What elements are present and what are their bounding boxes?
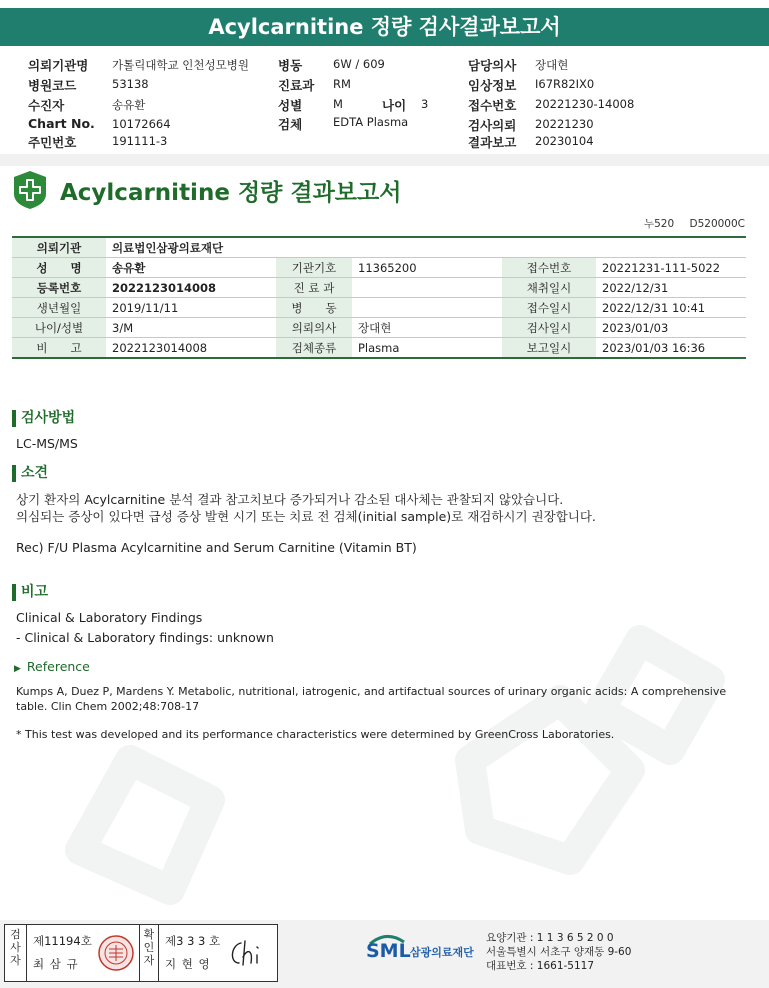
top-title: Acylcarnitine 정량 검사결과보고서 [208,15,561,39]
remark-line-1: Clinical & Laboratory Findings [16,610,203,625]
address-line-2: 서울특별시 서초구 양재동 9-60 [486,946,632,958]
org-value: 의료법인삼광의료재단 [106,237,746,258]
cell-label: 보고일시 [502,338,596,359]
value-chart-no: 10172664 [112,117,171,131]
confirmer-name: 지 현 영 [165,957,211,971]
cell-label: 생년월일 [12,298,106,318]
cell-value: 2022123014008 [106,278,276,298]
header-separator [0,154,769,166]
company-abbr: SML [366,940,411,962]
cell-value [352,278,502,298]
address-line-1: 요양기관 : 1 1 3 6 5 2 0 0 [486,932,614,944]
report-title: Acylcarnitine 정량 결과보고서 [60,180,402,206]
table-row [12,258,746,278]
cell-label: 검체종류 [276,338,352,359]
value-department: RM [333,77,351,91]
finding-line-1: 상기 환자의 Acylcarnitine 분석 결과 참고치보다 증가되거나 감소된 대사체는 관찰되지 않았습니다. [16,492,564,507]
cell-value: 2022/12/31 10:41 [596,298,746,318]
cell-label: 접수번호 [502,258,596,278]
label-hospital-code: 병원코드 [28,78,77,93]
cell-value: Plasma [352,338,502,359]
label-department: 진료과 [278,78,315,93]
label-chart-no: Chart No. [28,116,95,131]
value-report-date: 20230104 [535,134,594,148]
label-reception-no: 접수번호 [468,98,517,113]
finding-section-title: 소견 [12,465,48,482]
value-ward: 6W / 609 [333,57,385,71]
label-doctor: 담당의사 [468,58,517,73]
reference-heading [14,659,90,674]
address-line-3: 대표번호 : 1661-5117 [486,960,595,972]
cell-label: 등록번호 [12,278,106,298]
cell-label: 성 명 [12,258,106,278]
medical-cross-logo-icon [12,170,48,210]
value-age: 3 [421,97,429,111]
cell-label: 진 료 과 [276,278,352,298]
label-institution: 의뢰기관명 [28,58,89,73]
top-title-bar [0,8,769,46]
cell-value: 2023/01/03 16:36 [596,338,746,359]
table-row [12,298,746,318]
value-doctor: 장대현 [535,58,569,72]
org-label: 의뢰기관 [12,237,106,258]
table-row [12,278,746,298]
cell-value: 2019/11/11 [106,298,276,318]
cell-value: 20221231-111-5022 [596,258,746,278]
triangle-right-icon: ▶ [14,664,21,674]
examiner-label: 검사자 [5,925,27,981]
label-ward: 병동 [278,58,303,73]
cell-value: 장대현 [352,318,502,338]
value-hospital-code: 53138 [112,77,149,91]
value-clinical-info: I67R82IX0 [535,77,595,91]
disclaimer-text: * This test was developed and its performance characteristics were determined by GreenCross Laboratories. [16,728,615,741]
handwritten-signature-icon [227,935,271,971]
value-collector: 송유환 [112,98,146,112]
report-code-2: D520000C [689,218,745,230]
cell-value: 2022123014008 [106,338,276,359]
remark-line-2: - Clinical & Laboratory findings: unknown [16,630,274,645]
label-age: 나이 [382,98,407,113]
cell-value: 송유환 [106,258,276,278]
method-section-title: 검사방법 [12,410,75,427]
cell-label: 접수일시 [502,298,596,318]
company-address [486,931,631,973]
company-name: 삼광의료재단 [410,946,474,959]
table-row [12,237,746,258]
cell-label: 채취일시 [502,278,596,298]
cell-label: 병 동 [276,298,352,318]
cell-label: 검사일시 [502,318,596,338]
cell-value [352,298,502,318]
reference-text-1: Kumps A, Duez P, Mardens Y. Metabolic, nutritional, iatrogenic, and artifactual sources of urinary organic acids: A comprehensive [16,685,727,698]
cell-value: 2022/12/31 [596,278,746,298]
label-report-date: 결과보고 [468,135,517,150]
finding-line-3: Rec) F/U Plasma Acylcarnitine and Serum Carnitine (Vitamin BT) [16,540,417,555]
confirmer-no: 제3 3 3 호 [165,934,221,948]
cell-value: 11365200 [352,258,502,278]
patient-info-table [12,236,746,359]
confirmer-label: 확인자 [139,925,159,981]
value-specimen: EDTA Plasma [333,115,409,129]
examiner-name: 최 삼 규 [33,957,79,971]
signature-box [4,924,278,982]
value-sex: M [333,97,343,111]
label-resident-no: 주민번호 [28,135,77,150]
seal-stamp-icon [97,934,135,972]
label-specimen: 검체 [278,117,303,132]
value-request-date: 20221230 [535,117,594,131]
patient-header [0,52,769,152]
label-clinical-info: 임상정보 [468,78,517,93]
cell-label: 비 고 [12,338,106,359]
value-resident-no: 191111-3 [112,134,168,148]
cell-label: 의뢰의사 [276,318,352,338]
cell-value: 3/M [106,318,276,338]
table-row [12,338,746,359]
examiner-no: 제11194호 [33,934,92,948]
method-text: LC-MS/MS [16,436,78,451]
cell-value: 2023/01/03 [596,318,746,338]
reference-text-2: table. Clin Chem 2002;48:708-17 [16,700,200,713]
finding-line-2: 의심되는 증상이 있다면 급성 증상 발현 시기 또는 치료 전 검체(initial sample)로 재검하시기 권장합니다. [16,509,596,524]
report-codes [632,216,745,231]
table-row [12,318,746,338]
report-code-1: 누520 [643,218,675,230]
cell-label: 기관기호 [276,258,352,278]
remark-section-title: 비고 [12,584,48,601]
label-sex: 성별 [278,98,303,113]
label-collector: 수진자 [28,98,65,113]
cell-label: 나이/성별 [12,318,106,338]
value-reception-no: 20221230-14008 [535,97,635,111]
value-institution: 가톨릭대학교 인천성모병원 [112,58,249,72]
reference-title: Reference [26,659,90,674]
label-request-date: 검사의뢰 [468,118,517,133]
